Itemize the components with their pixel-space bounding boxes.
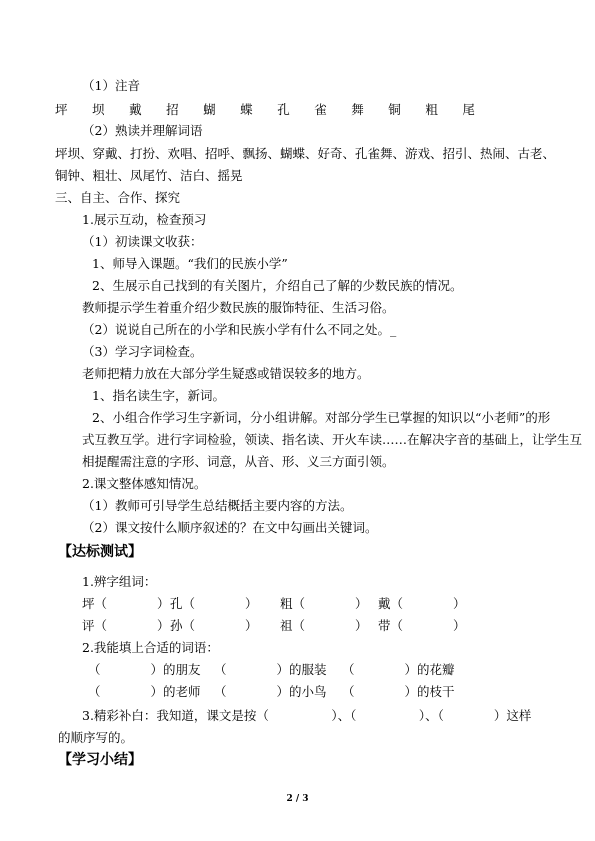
fill-blank[interactable]: 粗（ ） (280, 596, 368, 611)
paragraph: 2、小组合作学习生字新词，分小组讲解。对部分学生已掌握的知识以“小老师”的形 (92, 410, 551, 425)
character: 舞 (351, 102, 364, 117)
character-list (55, 100, 475, 118)
vocab-line-1: 坪坝、穿戴、打扮、欢唱、招呼、飘扬、蝴蝶、好奇、孔雀舞、游戏、招引、热闹、古老、 (55, 146, 556, 161)
fill-blank[interactable]: （ ）的服装 (214, 662, 327, 677)
fill-blank[interactable]: 孙（ ） (170, 618, 258, 633)
paragraph: 1、师导入课题。“我们的民族小学” (92, 256, 288, 271)
fill-blank[interactable]: （ ）的老师 (88, 684, 201, 699)
paragraph: 1、指名读生字，新词。 (92, 388, 225, 403)
exercise-1-title: 1.辨字组词： (82, 574, 157, 589)
character: 尾 (462, 102, 475, 117)
exercise-2-title: 2.我能填上合适的词语： (82, 640, 219, 655)
paragraph: （1）初读课文收获： (82, 234, 203, 249)
exercise-1-row-1 (82, 596, 466, 612)
fill-blank[interactable]: 戴（ ） (378, 596, 466, 611)
paragraph: 相提醒需注意的字形、词意，从音、形、义三方面引领。 (82, 454, 395, 469)
paragraph: （3）学习字词检查。 (82, 344, 203, 359)
vocab-line-2: 铜钟、粗壮、凤尾竹、洁白、摇晃 (55, 168, 243, 183)
section-2-heading: （2）熟读并理解词语 (82, 123, 203, 138)
paragraph: 2、生展示自己找到的有关图片，介绍自己了解的少数民族的情况。 (92, 278, 463, 293)
section-3-heading: 三、自主、合作、探究 (55, 190, 181, 205)
paragraph: （2）说说自己所在的小学和民族小学有什么不同之处。_ (82, 322, 397, 337)
character: 粗 (425, 102, 438, 117)
character: 雀 (314, 102, 327, 117)
page-number: 2 / 3 (286, 794, 309, 804)
fill-blank[interactable]: 孔（ ） (170, 596, 258, 611)
summary-heading: 【学习小结】 (58, 752, 142, 768)
paragraph: 教师提示学生着重介绍少数民族的服饰特征、生活习俗。 (82, 300, 395, 315)
section-1-heading: （1）注音 (82, 78, 140, 93)
character: 蝴 (203, 102, 216, 117)
exercise-3-line-2: 的顺序写的。 (58, 730, 134, 745)
paragraph: 老师把精力放在大部分学生疑惑或错误较多的地方。 (82, 366, 370, 381)
fill-blank[interactable]: 评（ ） (82, 618, 170, 633)
character: 铜 (388, 102, 401, 117)
fill-blank[interactable]: （ ）的朋友 (88, 662, 201, 677)
character: 坝 (92, 102, 105, 117)
fill-blank[interactable]: 带（ ） (378, 618, 466, 633)
fill-blank[interactable]: （ ）的枝干 (342, 684, 455, 699)
paragraph: 1.展示互动，检查预习 (82, 212, 207, 227)
fill-blank[interactable]: 坪（ ） (82, 596, 170, 611)
character: 招 (166, 102, 179, 117)
exercise-1-row-2 (82, 618, 466, 634)
paragraph: （2）课文按什么顺序叙述的？在文中勾画出关键词。 (82, 520, 378, 535)
exercise-2-row-1 (88, 662, 455, 678)
character: 孔 (277, 102, 290, 117)
exercise-3-line-1[interactable]: 3.精彩补白：我知道，课文是按（ ）、（ ）、（ ）这样 (82, 708, 532, 723)
paragraph: （1）教师可引导学生总结概括主要内容的方法。 (82, 498, 353, 513)
fill-blank[interactable]: （ ）的花瓣 (342, 662, 455, 677)
character: 戴 (129, 102, 142, 117)
fill-blank[interactable]: 祖（ ） (280, 618, 368, 633)
character: 蝶 (240, 102, 253, 117)
fill-blank[interactable]: （ ）的小鸟 (214, 684, 327, 699)
exercise-2-row-2 (88, 684, 455, 700)
paragraph: 2.课文整体感知情况。 (82, 476, 207, 491)
test-heading: 【达标测试】 (58, 544, 142, 560)
paragraph: 式互教互学。进行字词检验，领读、指名读、开火车读……在解决字音的基础上，让学生互 (82, 432, 583, 447)
character: 坪 (55, 102, 68, 117)
